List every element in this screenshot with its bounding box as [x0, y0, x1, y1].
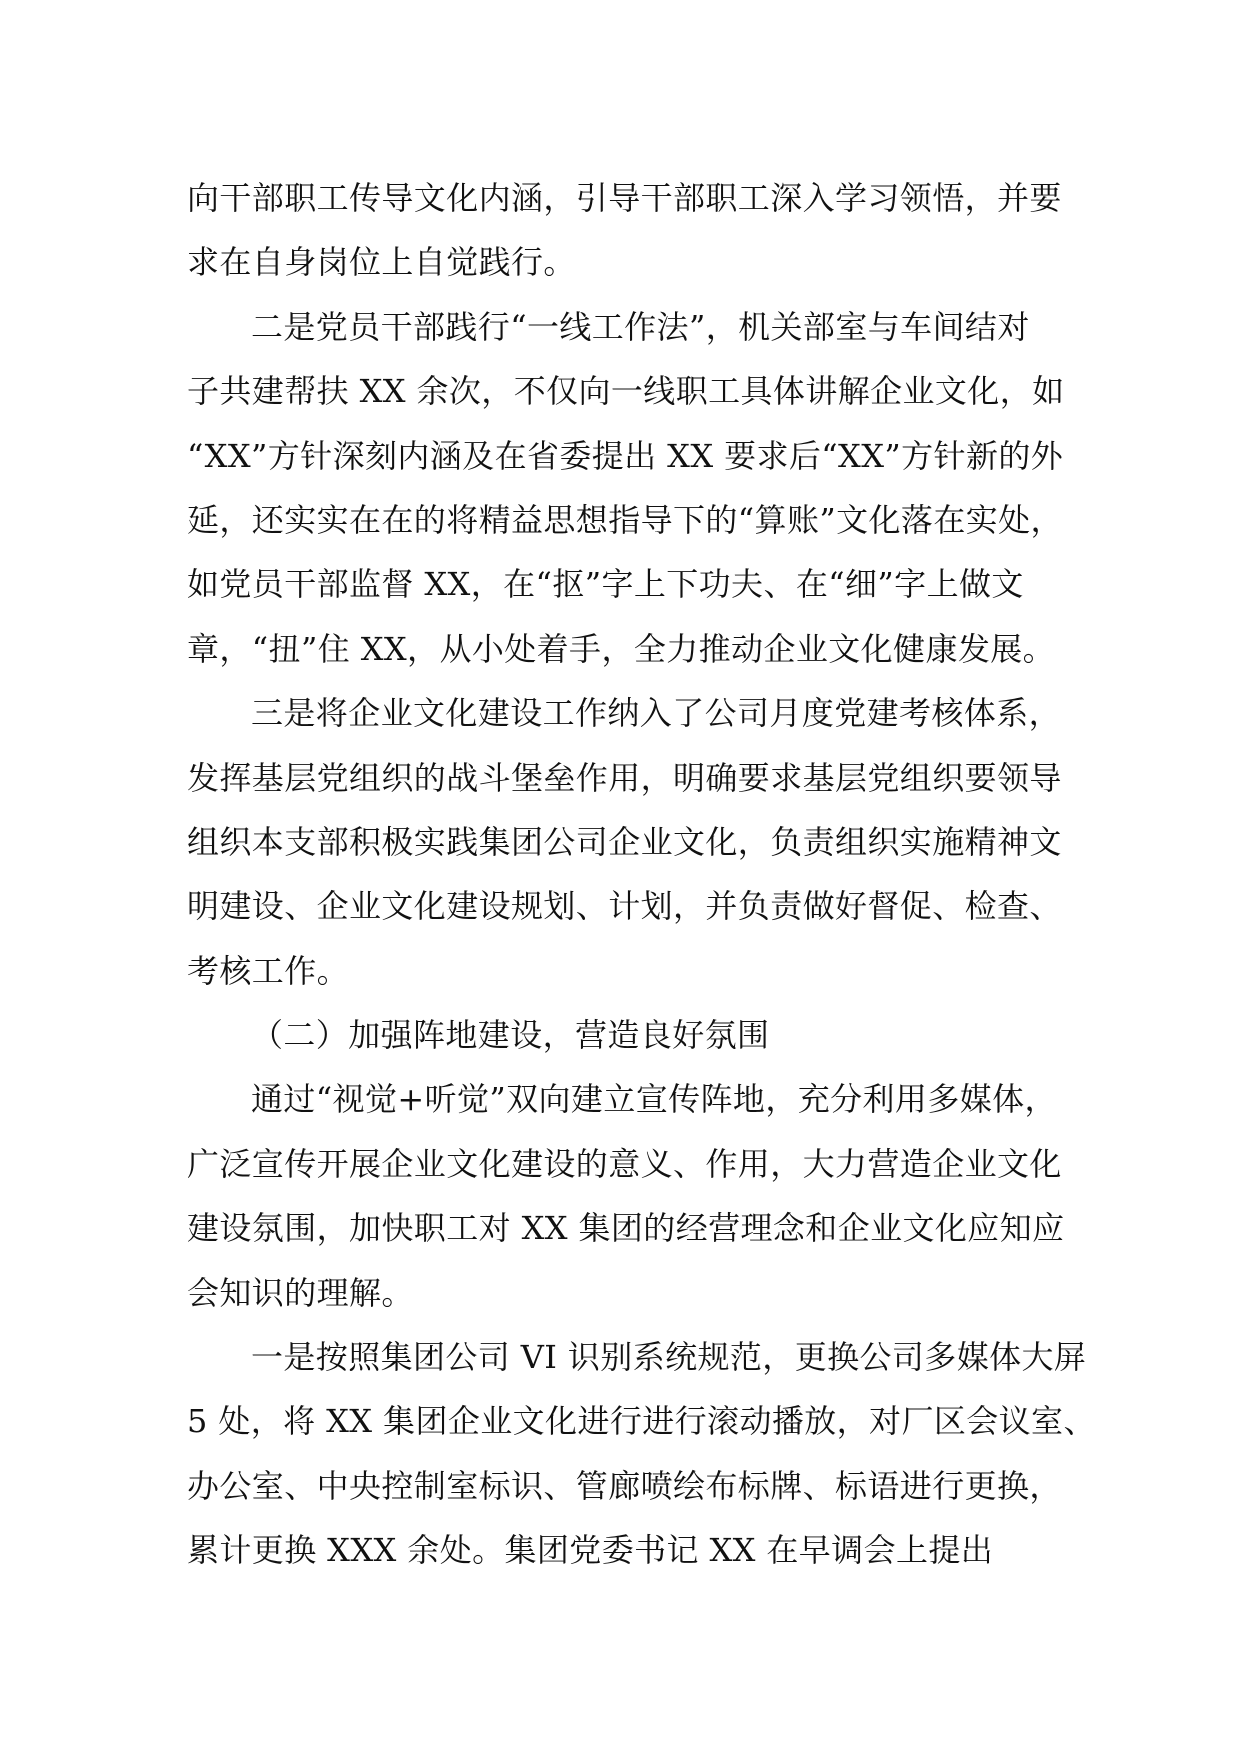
text-line: 章，“扭”住 XX，从小处着手，全力推动企业文化健康发展。 [187, 629, 1056, 668]
paragraph-start-line: 二是党员干部践行“一线工作法”，机关部室与车间结对 [251, 307, 1030, 346]
text-line: 向干部职工传导文化内涵，引导干部职工深入学习领悟，并要 [187, 179, 1062, 217]
text-line: 明建设、企业文化建设规划、计划，并负责做好督促、检查、 [187, 887, 1062, 926]
text-line: 5 处，将 XX 集团企业文化进行进行滚动播放，对厂区会议室、 [187, 1402, 1096, 1441]
text-line: 延，还实实在在的将精益思想指导下的“算账”文化落在实处， [187, 500, 1063, 539]
text-line: 广泛宣传开展企业文化建设的意义、作用，大力营造企业文化 [187, 1144, 1062, 1183]
text-line: 办公室、中央控制室标识、管廊喷绘布标牌、标语进行更换， [187, 1466, 1062, 1505]
paragraph-start-line: 三是将企业文化建设工作纳入了公司月度党建考核体系， [251, 694, 1062, 733]
text-line: 考核工作。 [187, 951, 350, 990]
text-line: 会知识的理解。 [187, 1273, 414, 1312]
text-line: 建设氛围，加快职工对 XX 集团的经营理念和企业文化应知应 [187, 1209, 1065, 1248]
paragraph-start-line: 一是按照集团公司 VI 识别系统规范，更换公司多媒体大屏 [251, 1338, 1087, 1377]
text-line: “XX”方针深刻内涵及在省委提出 XX 要求后“XX”方针新的外 [187, 436, 1064, 475]
text-line: 如党员干部监督 XX，在“抠”字上下功夫、在“细”字上做文 [187, 565, 1024, 604]
text-line: 累计更换 XXX 余处。集团党委书记 XX 在早调会上提出 [187, 1531, 994, 1570]
text-line: 组织本支部积极实践集团公司企业文化，负责组织实施精神文 [187, 822, 1062, 861]
paragraph-start-line: 通过“视觉+听觉”双向建立宣传阵地，充分利用多媒体， [251, 1080, 1057, 1119]
text-line: 发挥基层党组织的战斗堡垒作用，明确要求基层党组织要领导 [187, 758, 1062, 797]
text-line: 子共建帮扶 XX 余次，不仅向一线职工具体讲解企业文化，如 [187, 372, 1065, 411]
section-heading: （二）加强阵地建设，营造良好氛围 [251, 1016, 770, 1055]
document-body [187, 166, 1096, 1583]
text-line: 求在自身岗位上自觉践行。 [187, 243, 576, 282]
